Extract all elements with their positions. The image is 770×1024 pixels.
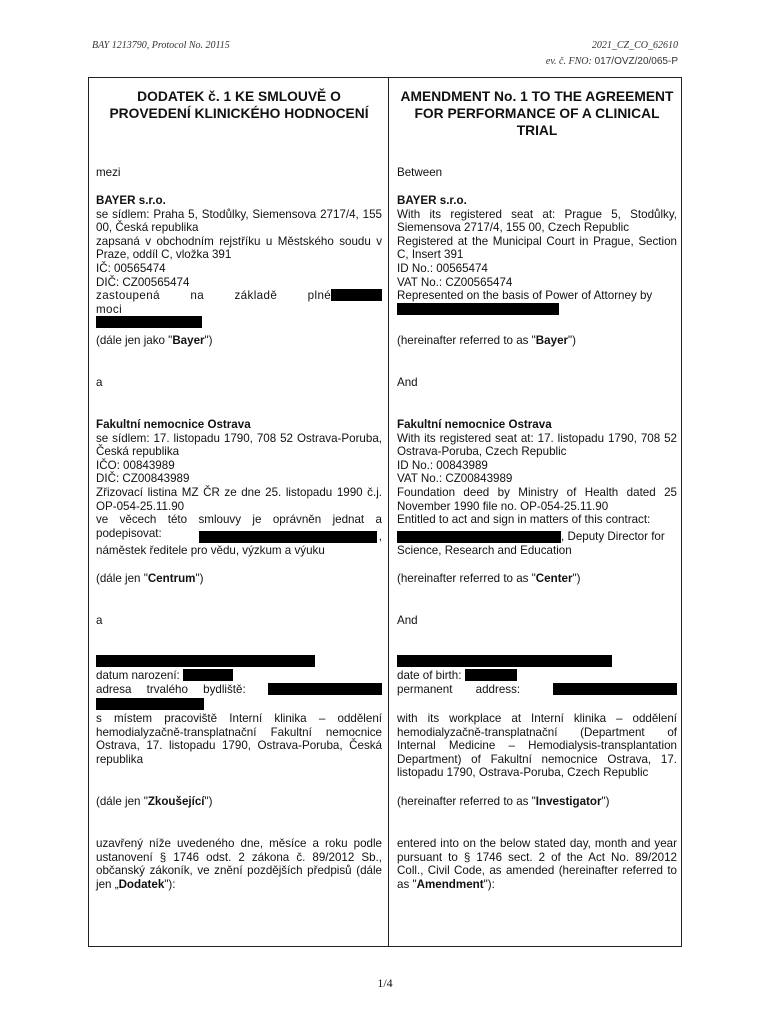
bayer-register-cs: zapsaná v obchodním rejstříku u Městského soudu v Praze, oddíl C, vložka 391 — [96, 234, 382, 262]
redaction-bar — [96, 655, 315, 667]
redaction-bar — [96, 316, 202, 328]
header-contract-id: 2021_CZ_CO_62610 — [591, 40, 678, 51]
fno-name-en: Fakultní nemocnice Ostrava — [397, 418, 552, 431]
bayer-address-en: With its registered seat at: Prague 5, Stodůlky, Siemensova 2717/4, 155 00, Czech Republic — [397, 207, 677, 235]
bayer-rep-en: Represented on the basis of Power of Attorney by — [397, 289, 653, 303]
fno-sign-cs: ve věcech této smlouvy je oprávněn jednat a podepisovat: — [96, 513, 382, 540]
fno-ref-value: 017/OVZ/20/065-P — [594, 56, 678, 67]
bayer-ic-cs: IČ: 00565474 — [96, 261, 166, 275]
column-divider — [388, 77, 389, 947]
bayer-rep-cs: zastoupená na základě plné moci — [96, 289, 382, 316]
bayer-ref-cs: (dále jen jako "Bayer") — [96, 334, 213, 347]
bayer-name-cs: BAYER s.r.o. — [96, 194, 166, 207]
redaction-bar — [397, 655, 612, 667]
redaction-bar — [397, 303, 559, 315]
between-cs: mezi — [96, 166, 121, 179]
redaction-bar — [268, 683, 382, 695]
address-en: permanent address: — [397, 683, 677, 697]
bayer-block-en — [397, 194, 677, 316]
fno-name-cs: Fakultní nemocnice Ostrava — [96, 418, 251, 431]
investigator-ref-cs: (dále jen "Zkoušející") — [96, 795, 213, 808]
fno-sign-en: Entitled to act and sign in matters of this contract: — [397, 513, 651, 527]
fno-deed-en: Foundation deed by Ministry of Health dated 25 November 1990 file no. OP-054-25.11.90 — [397, 485, 677, 513]
redaction-bar — [331, 289, 382, 301]
bayer-name-en: BAYER s.r.o. — [397, 194, 467, 207]
and1-cs: a — [96, 376, 103, 389]
page-number: 1/4 — [377, 976, 393, 990]
bayer-dic-cs: DIČ: CZ00565474 — [96, 275, 190, 289]
bayer-vat-en: VAT No.: CZ00565474 — [397, 275, 513, 289]
title-en: AMENDMENT No. 1 TO THE AGREEMENT FOR PERFORMANCE OF A CLINICAL TRIAL — [400, 89, 674, 138]
address-cs: adresa trvalého bydliště: — [96, 683, 382, 697]
redaction-bar — [96, 698, 204, 710]
between-en: Between — [397, 166, 443, 179]
and2-cs: a — [96, 614, 103, 627]
bayer-register-en: Registered at the Municipal Court in Prague, Section C, Insert 391 — [397, 234, 677, 262]
fno-block-en — [397, 418, 677, 527]
fno-ico-cs: IČO: 00843989 — [96, 458, 175, 472]
fno-sign-comma-cs: , — [378, 530, 382, 543]
fno-deputy-cs: náměstek ředitele pro vědu, výzkum a výuku — [96, 544, 325, 557]
english-column — [397, 0, 677, 950]
fno-address-cs: se sídlem: 17. listopadu 1790, 708 52 Ostrava-Poruba, Česká republika — [96, 431, 382, 459]
workplace-cs: s místem pracoviště Interní klinika – oddělení hemodialyzačně-transplatnační Fakultní nemocnice Ostrava, 17. listopadu 1790, Ostrava-Poruba, Česká republika — [96, 712, 382, 766]
center-ref-cs: (dále jen "Centrum") — [96, 572, 204, 585]
investigator-ref-en: (hereinafter referred to as "Investigator") — [397, 795, 610, 808]
redaction-bar — [183, 669, 233, 681]
fno-address-en: With its registered seat at: 17. listopadu 1790, 708 52 Ostrava-Poruba, Czech Republic — [397, 431, 677, 459]
fno-ref-label: ev. č. FNO: — [545, 56, 592, 67]
and1-en: And — [397, 376, 418, 389]
fno-block-cs — [96, 418, 382, 540]
and2-en: And — [397, 614, 418, 627]
bayer-id-en: ID No.: 00565474 — [397, 261, 488, 275]
dob-cs: datum narození: — [96, 669, 382, 683]
dob-en: date of birth: — [397, 669, 677, 683]
fno-deed-cs: Zřizovací listina MZ ČR ze dne 25. listopadu 1990 č.j. OP-054-25.11.90 — [96, 485, 382, 513]
entered-en: entered into on the below stated day, month and year pursuant to § 1746 sect. 2 of the Act No. 89/2012 Coll., Civil Code, as amended (hereinafter referred to as "Amendment"): — [397, 837, 677, 891]
workplace-en: with its workplace at Interní klinika – oddělení hemodialyzačně-transplatnační (Department of Internal Medicine – Hemodialysis-transplantation Department) of Fakultní nemocnice Ostrava, 17. listopadu 1790, Ostrava-Poruba, Czech Republic — [397, 712, 677, 780]
bayer-address-cs: se sídlem: Praha 5, Stodůlky, Siemensova 2717/4, 155 00, Česká republika — [96, 207, 382, 235]
center-ref-en: (hereinafter referred to as "Center") — [397, 572, 581, 585]
header-protocol: BAY 1213790, Protocol No. 20115 — [92, 40, 230, 51]
bayer-ref-en: (hereinafter referred to as "Bayer") — [397, 334, 577, 347]
redaction-bar — [553, 683, 677, 695]
title-cs: DODATEK č. 1 KE SMLOUVĚ O PROVEDENÍ KLINICKÉHO HODNOCENÍ — [109, 89, 369, 121]
fno-vat-en: VAT No.: CZ00843989 — [397, 472, 513, 486]
redaction-bar — [465, 669, 517, 681]
bayer-block-cs — [96, 194, 382, 330]
entered-cs: uzavřený níže uvedeného dne, měsíce a roku podle ustanovení § 1746 odst. 2 zákona č. 89/2012 Sb., občanský zákoník, ve znění pozdějších předpisů (dále jen „Dodatek"): — [96, 837, 382, 891]
fno-deputy-en: , Deputy Director for Science, Research and Education — [397, 530, 665, 557]
fno-dic-cs: DIČ: CZ00843989 — [96, 472, 190, 486]
fno-id-en: ID No.: 00843989 — [397, 458, 488, 472]
czech-column — [96, 0, 382, 950]
